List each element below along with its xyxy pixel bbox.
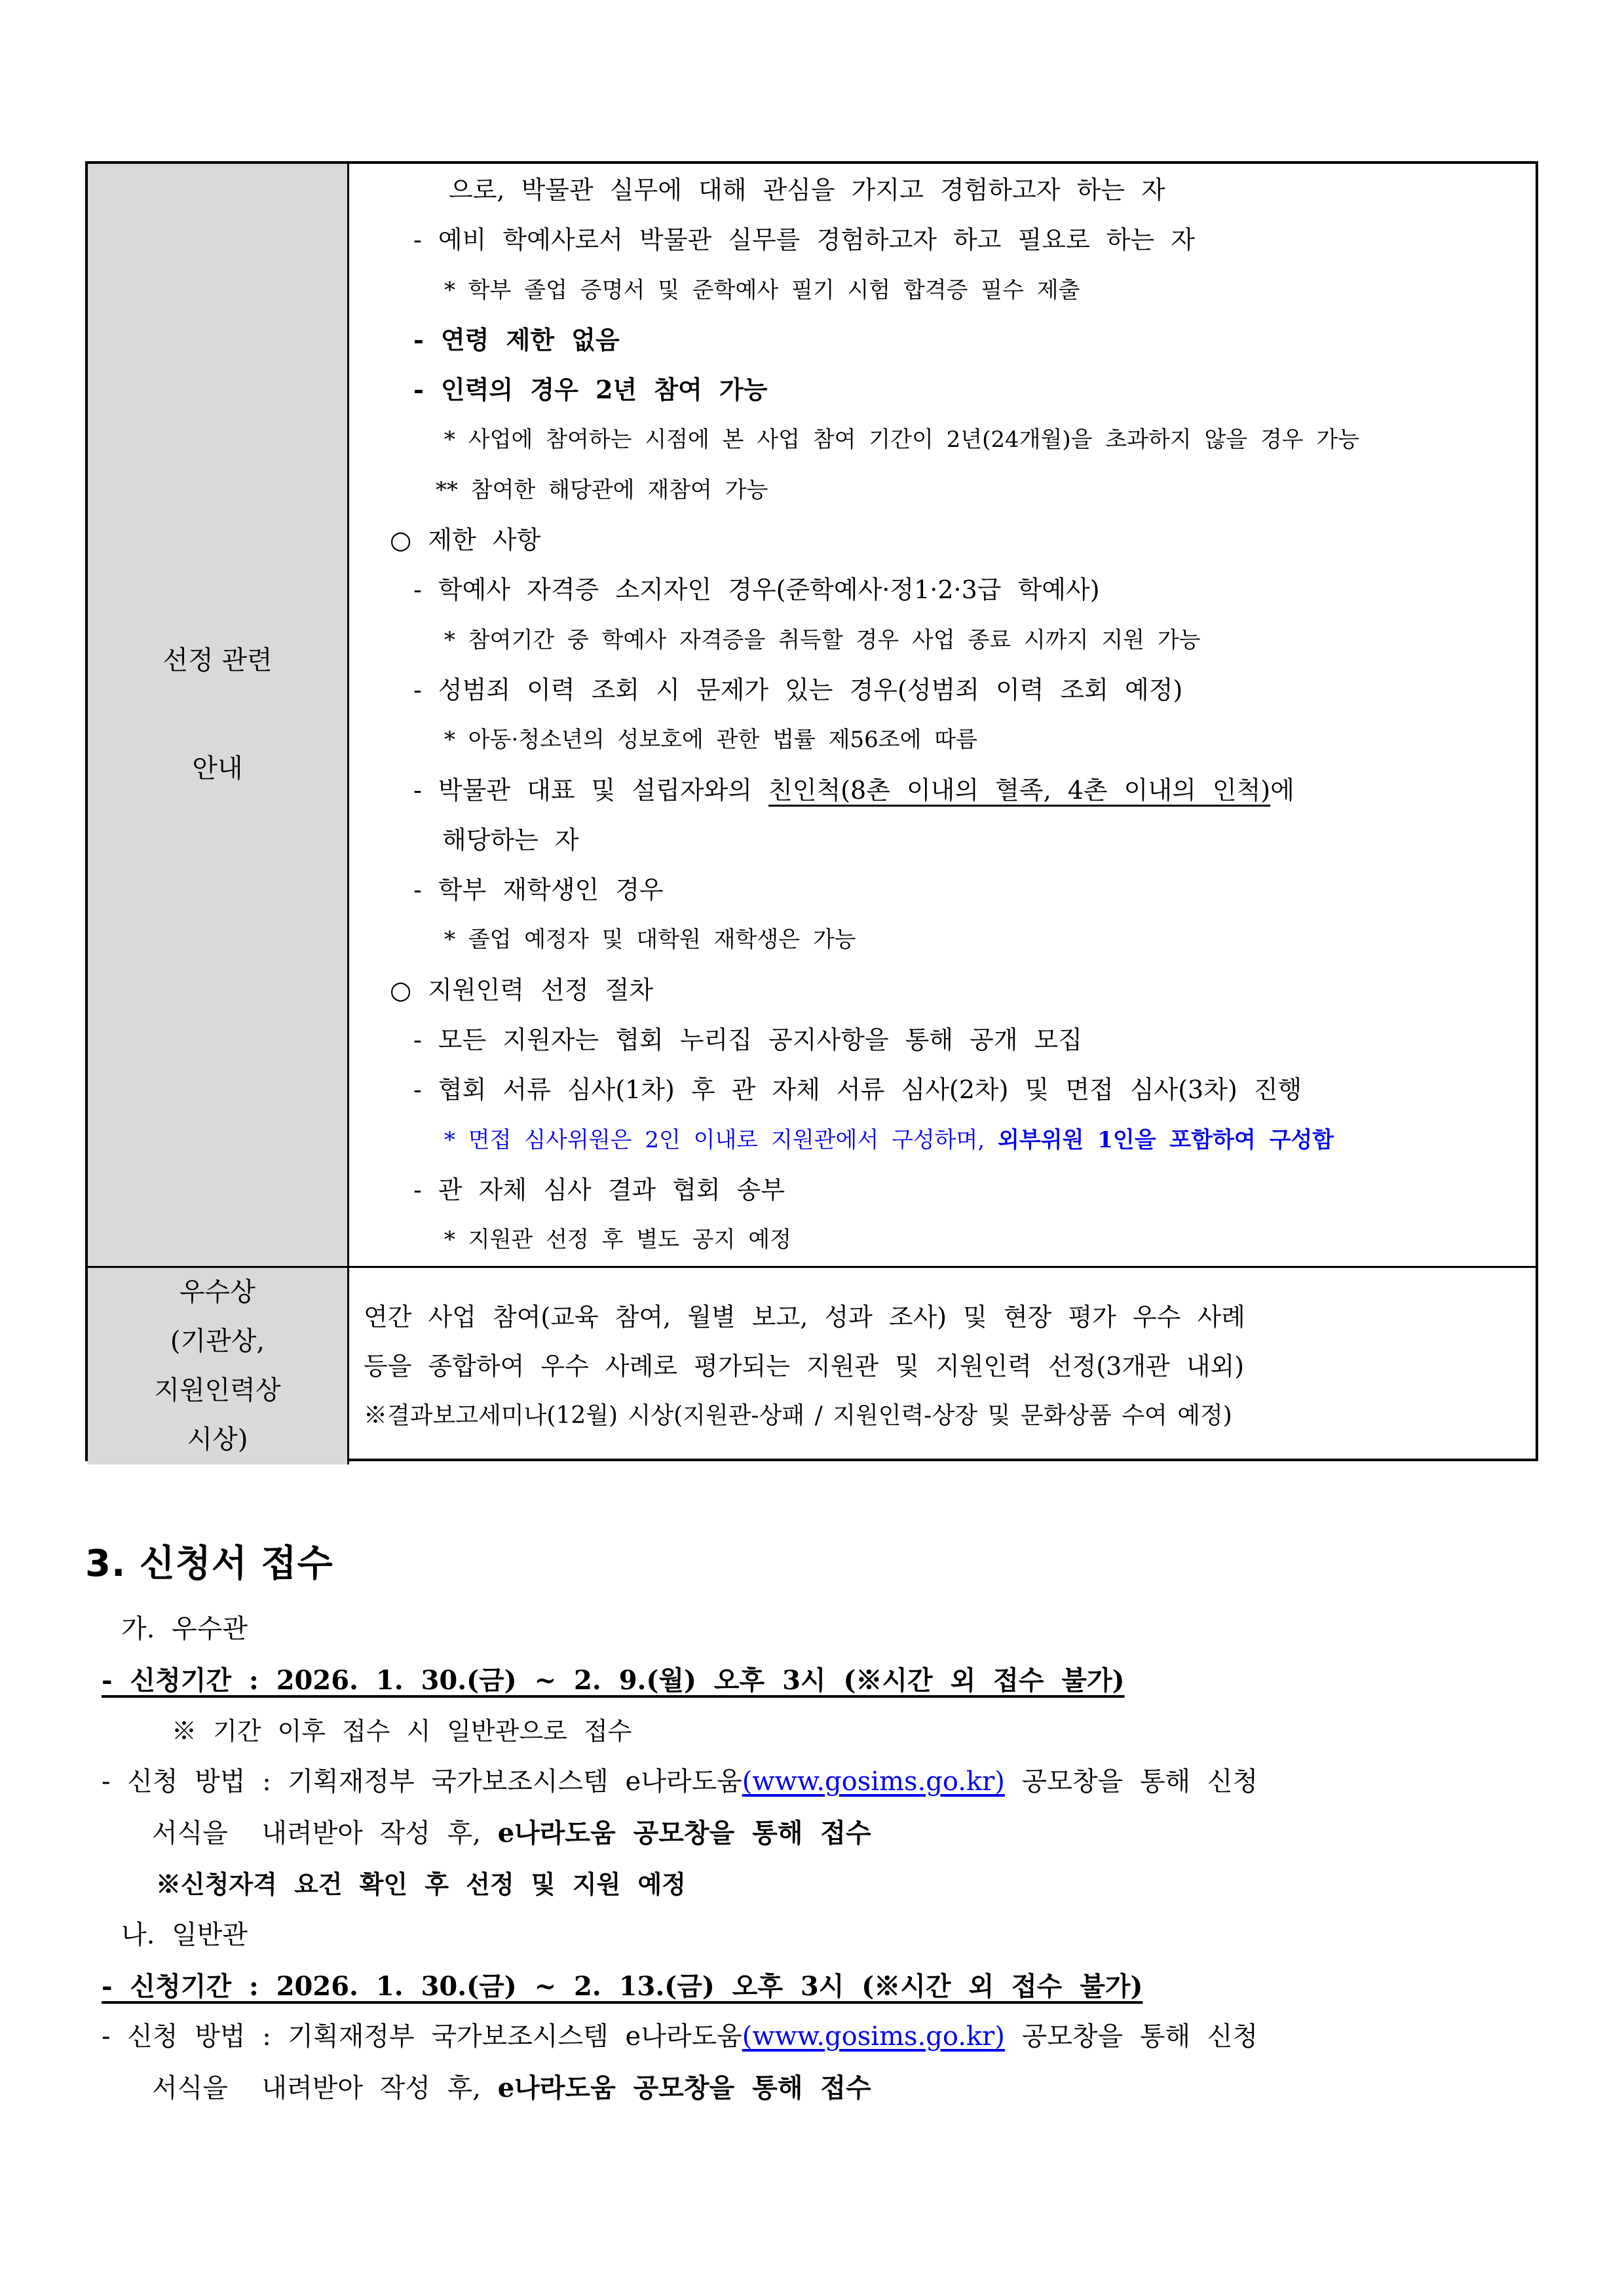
text-segment: * 사업에 참여하는 시점에 본 사업 참여 기간이 2년(24개월)을 초과하지 않을 경우 가능 xyxy=(444,427,1360,453)
table-line xyxy=(349,1115,1536,1165)
table-line xyxy=(349,965,1536,1015)
text-segment: - 연령 제한 없음 xyxy=(413,324,620,354)
text-segment: - 학부 재학생인 경우 xyxy=(413,875,664,905)
header-line: 지원인력상 xyxy=(154,1375,281,1406)
text-segment: 공모창을 통해 신청 xyxy=(1004,1767,1258,1797)
text-segment: - 신청기간 : 2026. 1. 30.(금) ~ 2. 9.(월) 오후 3시 (※시간 외 접수 불가) xyxy=(102,1664,1125,1696)
text-segment: - 협회 서류 심사(1차) 후 관 자체 서류 심사(2차) 및 면접 심사(3차) 진행 xyxy=(413,1075,1302,1105)
table-line xyxy=(349,315,1536,365)
text-segment: * 면접 심사위원은 2인 이내로 지원관에서 구성하며, xyxy=(444,1126,998,1153)
table-line xyxy=(349,915,1536,965)
doc-line xyxy=(0,1655,1624,1706)
text-segment: - 신청 방법 : 기획재정부 국가보조시스템 e나라도움 xyxy=(102,2021,742,2052)
table-line xyxy=(349,515,1536,565)
table-line xyxy=(349,1165,1536,1215)
header-line: 시상) xyxy=(187,1425,248,1455)
doc-line xyxy=(0,1604,1624,1655)
table-line xyxy=(349,565,1536,615)
table-header-award xyxy=(88,1266,349,1464)
table-line xyxy=(349,165,1536,215)
header-line: (기관상, xyxy=(170,1326,265,1356)
text-segment: ※ 기간 이후 접수 시 일반관으로 접수 xyxy=(172,1716,632,1746)
table-line xyxy=(349,465,1536,515)
text-segment: 으로, 박물관 실무에 대해 관심을 가지고 경험하고자 하는 자 xyxy=(449,176,1165,204)
table-line xyxy=(349,415,1536,465)
text-segment: - 인력의 경우 2년 참여 가능 xyxy=(413,375,768,405)
text-segment: * 지원관 선정 후 별도 공지 예정 xyxy=(444,1227,791,1253)
text-segment: 해당하는 자 xyxy=(442,825,579,854)
award-cell xyxy=(349,1266,1536,1464)
text-segment: - 신청기간 : 2026. 1. 30.(금) ~ 2. 13.(금) 오후 3시 (※시간 외 접수 불가) xyxy=(102,1970,1143,2002)
selection-guide-cell xyxy=(349,164,1536,1266)
table-line xyxy=(349,615,1536,665)
text-segment: - 신청 방법 : 기획재정부 국가보조시스템 e나라도움 xyxy=(102,1767,742,1797)
table-line xyxy=(349,1293,1536,1342)
text-segment: - 성범죄 이력 조회 시 문제가 있는 경우(성범죄 이력 조회 예정) xyxy=(413,675,1183,704)
text-segment: - 관 자체 심사 결과 협회 송부 xyxy=(413,1175,785,1204)
text-segment: ** 참여한 해당관에 재참여 가능 xyxy=(436,476,768,503)
doc-line xyxy=(0,1757,1624,1808)
header-line: 안내 xyxy=(192,754,243,784)
text-segment: 가. 우수관 xyxy=(121,1614,248,1644)
doc-line xyxy=(0,2012,1624,2063)
text-segment: 서식을 내려받아 작성 후, xyxy=(152,2073,498,2104)
text-segment: 서식을 내려받아 작성 후, xyxy=(152,1818,498,1849)
text-segment: ※신청자격 요건 확인 후 선정 및 지원 예정 xyxy=(156,1869,686,1899)
text-segment: 나. 일반관 xyxy=(121,1919,248,1950)
text-segment: * 졸업 예정자 및 대학원 재학생은 가능 xyxy=(444,927,856,953)
text-segment: e나라도움 공모창을 통해 접수 xyxy=(497,2073,871,2104)
text-segment: * 참여기간 중 학예사 자격증을 취득할 경우 사업 종료 시까지 지원 가능 xyxy=(444,626,1201,653)
table-line xyxy=(349,365,1536,415)
text-segment: ※결과보고세미나(12월) 시상(지원관-상패 / 지원인력-상장 및 문화상품 수여 예정) xyxy=(364,1402,1232,1429)
gosims-link[interactable]: (www.gosims.go.kr) xyxy=(742,2021,1005,2052)
table-header-selection-guide xyxy=(88,164,349,1266)
section-3-heading: 3. 신청서 접수 xyxy=(85,1542,333,1585)
table-line xyxy=(349,1342,1536,1391)
table-line xyxy=(349,265,1536,315)
info-table xyxy=(85,161,1538,1461)
table-line xyxy=(349,865,1536,915)
header-line: 우수상 xyxy=(179,1277,255,1307)
text-segment: 외부위원 1인을 포함하여 구성함 xyxy=(997,1126,1334,1153)
text-segment: - 모든 지원자는 협회 누리집 공지사항을 통해 공개 모집 xyxy=(413,1025,1083,1055)
text-segment: - 박물관 대표 및 설립자와의 xyxy=(413,775,769,805)
header-line: 선정 관련 xyxy=(162,645,273,676)
table-line xyxy=(349,665,1536,715)
doc-line xyxy=(0,2063,1624,2114)
table-line xyxy=(349,1015,1536,1065)
doc-line xyxy=(0,1859,1624,1910)
text-segment: 공모창을 통해 신청 xyxy=(1004,2021,1258,2052)
table-line xyxy=(349,815,1536,865)
text-segment: 에 xyxy=(1270,775,1294,805)
text-segment: e나라도움 공모창을 통해 접수 xyxy=(497,1818,871,1849)
doc-line xyxy=(0,1808,1624,1859)
doc-line xyxy=(0,1706,1624,1757)
text-segment: - 학예사 자격증 소지자인 경우(준학예사·정1·2·3급 학예사) xyxy=(413,575,1100,605)
table-line xyxy=(349,215,1536,265)
table-line xyxy=(349,765,1536,815)
table-line xyxy=(349,1215,1536,1265)
table-line xyxy=(349,1065,1536,1115)
doc-line xyxy=(0,1961,1624,2012)
application-section xyxy=(0,1604,1624,2114)
table-line xyxy=(349,715,1536,765)
text-segment: - 예비 학예사로서 박물관 실무를 경험하고자 하고 필요로 하는 자 xyxy=(413,225,1195,255)
text-segment: * 아동·청소년의 성보호에 관한 법률 제56조에 따름 xyxy=(444,727,977,754)
table-line xyxy=(349,1391,1536,1440)
text-segment: ○ 지원인력 선정 절차 xyxy=(390,975,654,1004)
gosims-link[interactable]: (www.gosims.go.kr) xyxy=(742,1767,1005,1797)
text-segment: ○ 제한 사항 xyxy=(390,526,541,555)
doc-line xyxy=(0,1910,1624,1961)
text-segment: 친인척(8촌 이내의 혈족, 4촌 이내의 인척) xyxy=(768,775,1271,805)
text-segment: 등을 종합하여 우수 사례로 평가되는 지원관 및 지원인력 선정(3개관 내외) xyxy=(364,1351,1245,1381)
text-segment: 연간 사업 참여(교육 참여, 월별 보고, 성과 조사) 및 현장 평가 우수 사례 xyxy=(364,1302,1245,1331)
text-segment: * 학부 졸업 증명서 및 준학예사 필기 시험 합격증 필수 제출 xyxy=(444,277,1080,303)
